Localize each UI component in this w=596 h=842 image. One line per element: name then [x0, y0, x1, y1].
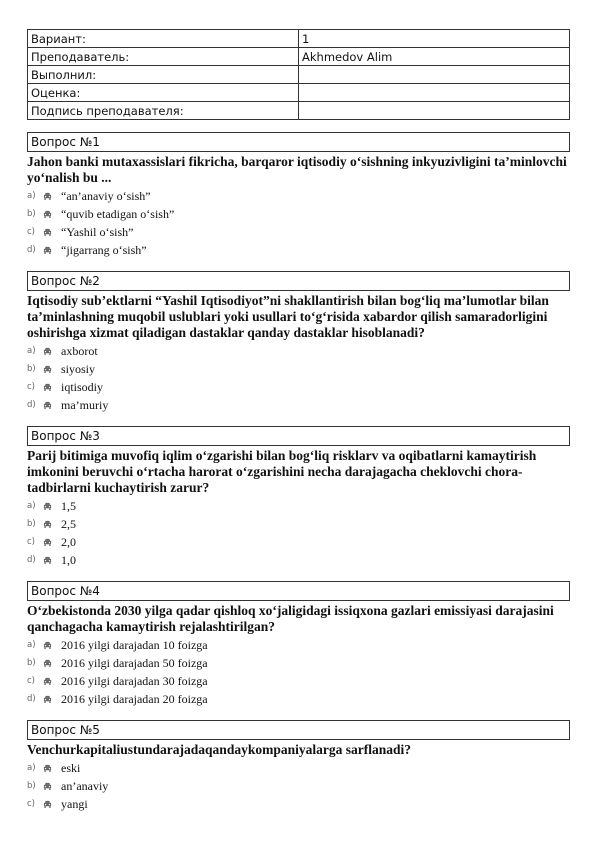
option-text: ma’muriy	[61, 397, 109, 412]
info-row	[28, 66, 570, 84]
answer-options	[27, 759, 570, 813]
option-letter: c)	[27, 537, 35, 547]
option-letter: d)	[27, 245, 36, 255]
info-value	[299, 102, 570, 120]
info-value	[299, 66, 570, 84]
option-letter: d)	[27, 694, 36, 704]
option-text: 1,0	[61, 552, 76, 567]
car-icon	[43, 641, 61, 650]
option-letter: b)	[27, 519, 36, 529]
questions-list	[27, 132, 570, 813]
car-icon	[43, 192, 61, 201]
answer-option[interactable]	[27, 342, 570, 360]
answer-option[interactable]	[27, 360, 570, 378]
option-text: eski	[61, 760, 81, 775]
answer-option[interactable]	[27, 690, 570, 708]
option-text: “jigarrang o‘sish”	[61, 242, 147, 257]
car-icon	[43, 782, 61, 791]
answer-options	[27, 497, 570, 569]
option-letter: c)	[27, 227, 35, 237]
question-block	[27, 720, 570, 813]
answer-option[interactable]	[27, 223, 570, 241]
car-icon	[43, 800, 61, 809]
option-text: “quvib etadigan o‘sish”	[61, 206, 175, 221]
option-text: iqtisodiy	[61, 379, 104, 394]
question-text: Venchurkapitaliustundarajadaqandaykompaniyalarga sarflanadi?	[27, 742, 411, 757]
answer-option[interactable]	[27, 636, 570, 654]
info-row	[28, 48, 570, 66]
answer-options	[27, 342, 570, 414]
car-icon	[43, 695, 61, 704]
option-text: 2016 yilgi darajadan 10 foizga	[61, 637, 208, 652]
option-letter: b)	[27, 658, 36, 668]
info-value: 1	[299, 30, 570, 48]
option-letter: a)	[27, 501, 36, 511]
answer-option[interactable]	[27, 672, 570, 690]
option-letter: a)	[27, 191, 36, 201]
option-letter: d)	[27, 400, 36, 410]
option-text: siyosiy	[61, 361, 96, 376]
car-icon	[43, 556, 61, 565]
option-letter: a)	[27, 763, 36, 773]
car-icon	[43, 210, 61, 219]
option-text: yangi	[61, 796, 88, 811]
answer-option[interactable]	[27, 497, 570, 515]
answer-options	[27, 636, 570, 708]
info-label: Подпись преподавателя:	[28, 102, 299, 120]
test-sheet	[27, 29, 570, 813]
car-icon	[43, 401, 61, 410]
info-row	[28, 102, 570, 120]
info-row	[28, 30, 570, 48]
car-icon	[43, 347, 61, 356]
option-text: 2,0	[61, 534, 76, 549]
option-letter: c)	[27, 676, 35, 686]
answer-option[interactable]	[27, 654, 570, 672]
car-icon	[43, 538, 61, 547]
car-icon	[43, 502, 61, 511]
info-label: Выполнил:	[28, 66, 299, 84]
option-text: 2016 yilgi darajadan 30 foizga	[61, 673, 208, 688]
car-icon	[43, 365, 61, 374]
answer-option[interactable]	[27, 187, 570, 205]
option-letter: c)	[27, 382, 35, 392]
option-letter: b)	[27, 364, 36, 374]
car-icon	[43, 764, 61, 773]
option-letter: c)	[27, 799, 35, 809]
car-icon	[43, 677, 61, 686]
question-text: Jahon banki mutaxassislari fikricha, barqaror iqtisodiy oʻsishning inkyuzivligini taʼminlovchi yoʻnalish bu ...	[27, 154, 567, 185]
question-text: Oʻzbekistonda 2030 yilga qadar qishloq xoʻjaligidagi issiqxona gazlari emissiyasi darajasini qanchagacha kamaytirish rejalashtirilgan?	[27, 603, 554, 634]
question-text: Iqtisodiy sub’ektlarni “Yashil Iqtisodiyot”ni shakllantirish bilan bog‘liq ma’lumotlar bilan ta’minlashning muqobil uslublari yoki usullari to‘g‘risida xabardor qilish samaradorligini oshirishga xizmat qiladigan dastaklar qanday dastaklar hisoblanadi?	[27, 293, 549, 340]
option-letter: b)	[27, 209, 36, 219]
answer-option[interactable]	[27, 551, 570, 569]
answer-option[interactable]	[27, 759, 570, 777]
option-letter: b)	[27, 781, 36, 791]
answer-option[interactable]	[27, 205, 570, 223]
answer-option[interactable]	[27, 777, 570, 795]
car-icon	[43, 520, 61, 529]
option-letter: a)	[27, 346, 36, 356]
car-icon	[43, 246, 61, 255]
car-icon	[43, 383, 61, 392]
question-title: Вопрос №5	[27, 720, 570, 740]
answer-option[interactable]	[27, 378, 570, 396]
option-text: axborot	[61, 343, 98, 358]
question-block	[27, 581, 570, 708]
info-label: Оценка:	[28, 84, 299, 102]
option-letter: a)	[27, 640, 36, 650]
info-row	[28, 84, 570, 102]
question-title: Вопрос №2	[27, 271, 570, 291]
car-icon	[43, 228, 61, 237]
option-text: 1,5	[61, 498, 76, 513]
option-text: “an’anaviy o‘sish”	[61, 188, 151, 203]
option-text: 2016 yilgi darajadan 20 foizga	[61, 691, 208, 706]
question-title: Вопрос №1	[27, 132, 570, 152]
info-value: Akhmedov Alim	[299, 48, 570, 66]
info-value	[299, 84, 570, 102]
option-text: “Yashil o‘sish”	[61, 224, 134, 239]
option-letter: d)	[27, 555, 36, 565]
info-label: Преподаватель:	[28, 48, 299, 66]
option-text: 2,5	[61, 516, 76, 531]
answer-option[interactable]	[27, 533, 570, 551]
info-label: Вариант:	[28, 30, 299, 48]
question-block	[27, 132, 570, 259]
option-text: an’anaviy	[61, 778, 109, 793]
answer-option[interactable]	[27, 396, 570, 414]
answer-option[interactable]	[27, 515, 570, 533]
info-table	[27, 29, 570, 120]
question-title: Вопрос №4	[27, 581, 570, 601]
question-block	[27, 271, 570, 414]
answer-option[interactable]	[27, 795, 570, 813]
car-icon	[43, 659, 61, 668]
question-title: Вопрос №3	[27, 426, 570, 446]
question-block	[27, 426, 570, 569]
option-text: 2016 yilgi darajadan 50 foizga	[61, 655, 208, 670]
question-text: Parij bitimiga muvofiq iqlim oʻzgarishi bilan bogʻliq risklarv va oqibatlarni kamaytirish imkonini beruvchi oʻrtacha harorat oʻzgarishini necha darajagacha cheklovchi chora-tadbirlarni kuchaytirish zarur?	[27, 448, 537, 495]
answer-option[interactable]	[27, 241, 570, 259]
answer-options	[27, 187, 570, 259]
